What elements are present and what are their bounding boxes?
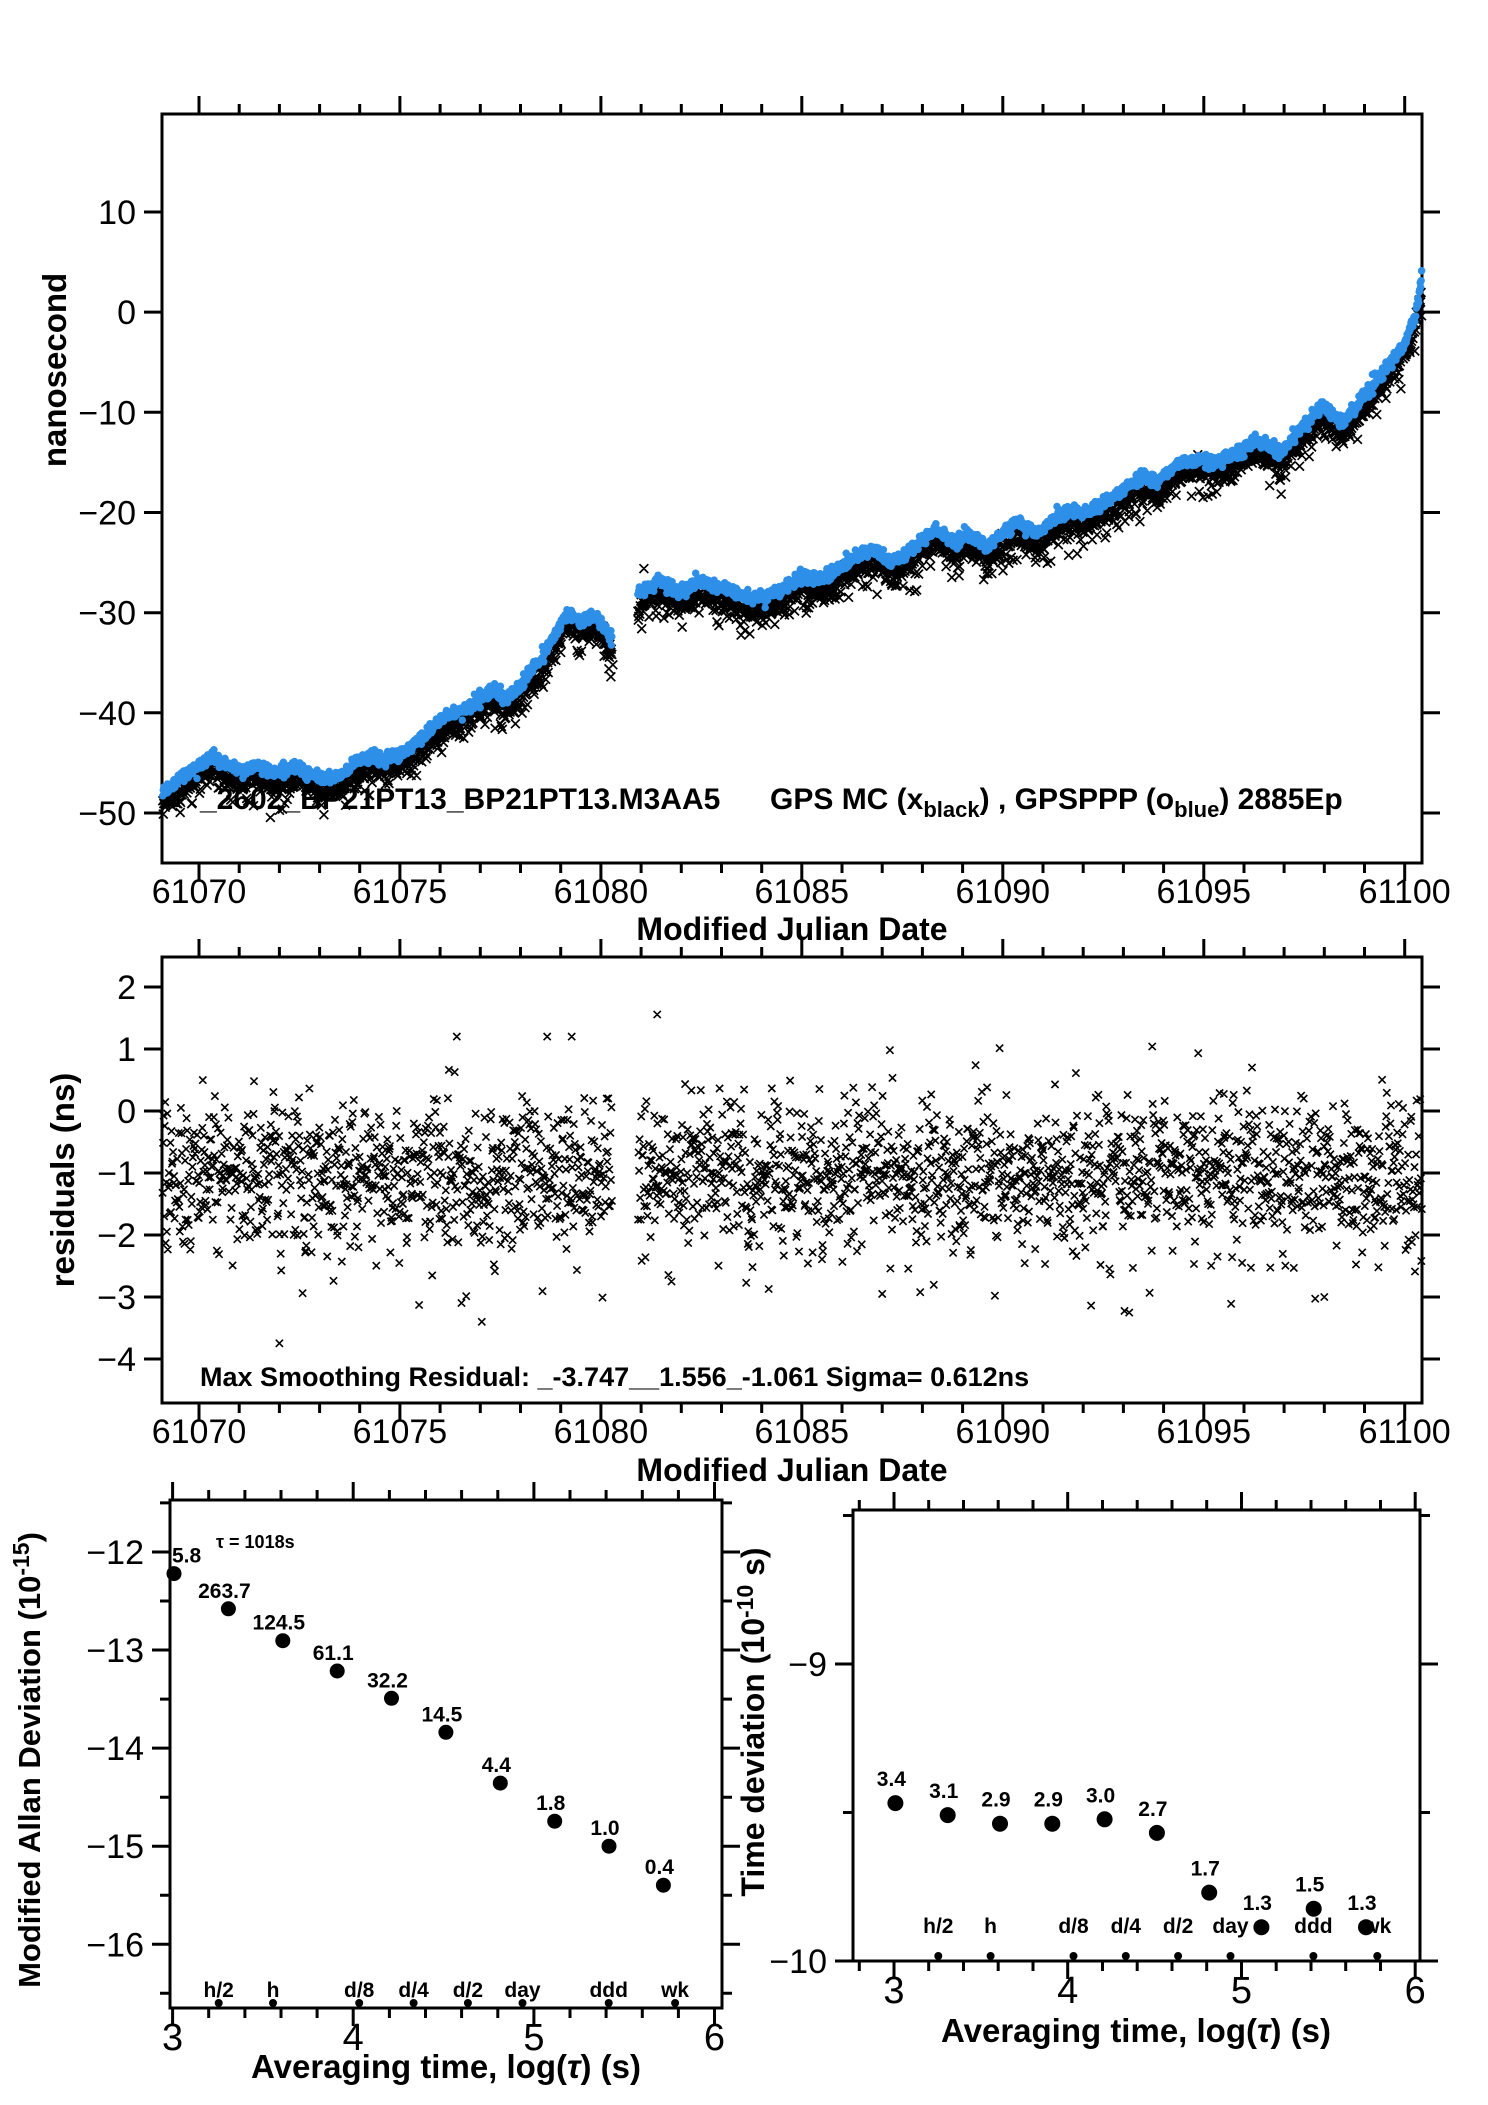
point-value-label: 1.0 [590, 1817, 620, 1841]
axis-ticks [144, 96, 1440, 881]
plot-frame [162, 114, 1422, 863]
series-gps-mc [158, 288, 1426, 822]
x-tick-label: 61075 [352, 1413, 448, 1451]
y-tick-label: −12 [86, 1534, 144, 1572]
point-value-label: 2.9 [1033, 1788, 1063, 1812]
residual-series [159, 1011, 1425, 1347]
point-value-label: 2.7 [1138, 1797, 1168, 1821]
point-value-label: 3.4 [876, 1768, 907, 1792]
point-value-label: 5.8 [172, 1544, 202, 1568]
tau-annotation: τ = 1018s [216, 1532, 295, 1552]
point-value-label: 124.5 [252, 1611, 306, 1635]
point-value-label: 32.2 [367, 1669, 408, 1693]
x-tick-label: 61090 [955, 1413, 1051, 1451]
tdev-panel [732, 1492, 1438, 2049]
time-marker-label: ddd [589, 1979, 628, 2002]
y-tick-label: −40 [78, 694, 136, 733]
point-value-label: 0.4 [644, 1856, 675, 1880]
y-axis-title: Modified Allan Deviation $(10^{-15})$ [8, 1532, 47, 1988]
y-axis-title: residuals (ns) [44, 1072, 81, 1288]
y-tick-label: −13 [86, 1632, 144, 1670]
y-tick-label: 1 [117, 1031, 136, 1069]
y-tick-label: −3 [97, 1279, 136, 1317]
phase-panel [36, 96, 1451, 947]
time-marker-label: d/8 [344, 1979, 375, 2002]
point-value-label: 263.7 [198, 1579, 251, 1603]
time-marker-label: day [504, 1979, 541, 2002]
point-value-label: 1.8 [536, 1792, 566, 1816]
y-tick-label: 2 [117, 969, 136, 1007]
x-tick-label: 3 [883, 1970, 905, 2012]
x-tick-label: 61080 [553, 873, 649, 911]
point-value-label: 1.3 [1347, 1892, 1377, 1916]
y-tick-label: −30 [78, 594, 136, 633]
point-value-label: 1.3 [1242, 1892, 1273, 1916]
x-tick-label: 4 [1057, 1970, 1079, 2012]
y-tick-label: −50 [78, 795, 136, 833]
y-tick-label: −10 [769, 1943, 827, 1981]
residuals-panel [44, 939, 1451, 1488]
y-axis-title: nanosecond [36, 272, 73, 468]
series-gpsppp [163, 271, 1422, 796]
point-value-label: 4.4 [481, 1754, 511, 1778]
time-marker-label: d/4 [398, 1979, 429, 2002]
time-marker-label: d/2 [452, 1979, 484, 2002]
time-marker-label: h/2 [203, 1979, 234, 2002]
time-marker-label: d/2 [1162, 1915, 1194, 1938]
time-marker-label: ddd [1294, 1915, 1333, 1938]
x-tick-label: 61070 [151, 1413, 247, 1451]
point-value-label: 61.1 [312, 1642, 354, 1665]
point-value-label: 1.5 [1295, 1873, 1325, 1897]
mdev-panel [8, 1482, 740, 2085]
time-marker-label: h [984, 1915, 998, 1938]
x-tick-label: 61080 [553, 1413, 649, 1451]
x-tick-label: 4 [342, 2017, 364, 2059]
x-tick-label: 61095 [1156, 873, 1252, 911]
x-tick-label: 61090 [955, 873, 1051, 911]
y-tick-label: −1 [97, 1155, 136, 1193]
x-tick-label: 61075 [352, 873, 448, 911]
point-value-label: 1.7 [1190, 1857, 1220, 1881]
time-marker-label: wk [1363, 1915, 1392, 1938]
time-marker-label: h/2 [923, 1915, 954, 1938]
plot-frame [170, 1500, 722, 2008]
x-tick-label: 61085 [754, 873, 850, 911]
x-tick-label: 61100 [1358, 873, 1451, 911]
y-tick-label: −15 [86, 1828, 144, 1867]
y-tick-label: 10 [98, 194, 136, 232]
y-tick-label: −9 [788, 1646, 827, 1684]
time-marker-label: h [266, 1979, 280, 2002]
y-tick-label: −2 [97, 1217, 136, 1255]
x-tick-label: 5 [523, 2017, 545, 2059]
x-tick-label: 61095 [1156, 1413, 1252, 1451]
y-tick-label: 0 [117, 294, 136, 333]
legend-label: GPS MC $(x_{black})$ , GPSPPP $(o_{blue})$ 2885Ep [770, 783, 1343, 822]
tdev-points [895, 1803, 1366, 1927]
x-tick-label: 6 [1404, 1970, 1426, 2012]
y-tick-label: −14 [86, 1730, 144, 1769]
time-marker-label: wk [661, 1979, 690, 2002]
y-tick-label: −16 [86, 1926, 144, 1965]
x-axis-title: Averaging time, log(τ) (s) [941, 2012, 1331, 2049]
y-tick-label: −10 [78, 394, 136, 433]
plot-frame [162, 957, 1422, 1403]
x-axis-title: Modified Julian Date [636, 1452, 948, 1488]
point-value-label: 14.5 [421, 1703, 463, 1727]
plot-frame [853, 1510, 1420, 1961]
point-value-label: 3.1 [929, 1780, 959, 1804]
x-tick-label: 3 [162, 2017, 184, 2059]
x-tick-label: 61070 [151, 873, 247, 911]
run-id-label: _2602_BP21PT13_BP21PT13.M3AA5 [200, 783, 721, 816]
x-axis-title: Averaging time, log(τ) (s) [251, 2048, 641, 2085]
point-value-label: 2.9 [981, 1788, 1011, 1812]
time-marker-label: d/4 [1110, 1915, 1141, 1938]
x-tick-label: 61085 [754, 1413, 850, 1451]
time-marker-label: day [1212, 1915, 1249, 1938]
y-tick-label: −4 [97, 1341, 136, 1379]
smoothing-stats-label: Max Smoothing Residual: _-3.747__1.556_-1.061 Sigma= 0.612ns [200, 1362, 1030, 1392]
x-tick-label: 5 [1230, 1970, 1253, 2012]
y-tick-label: −20 [78, 494, 136, 533]
time-marker-label: d/8 [1058, 1915, 1089, 1938]
y-tick-label: 0 [117, 1093, 136, 1131]
x-tick-label: 61100 [1358, 1413, 1451, 1451]
x-tick-label: 6 [703, 2017, 726, 2059]
point-value-label: 3.0 [1085, 1784, 1116, 1808]
axis-ticks [152, 1482, 740, 2026]
y-axis-title: Time deviation ($10^{-10}$ s) [732, 1547, 771, 1897]
x-axis-title: Modified Julian Date [636, 911, 948, 947]
